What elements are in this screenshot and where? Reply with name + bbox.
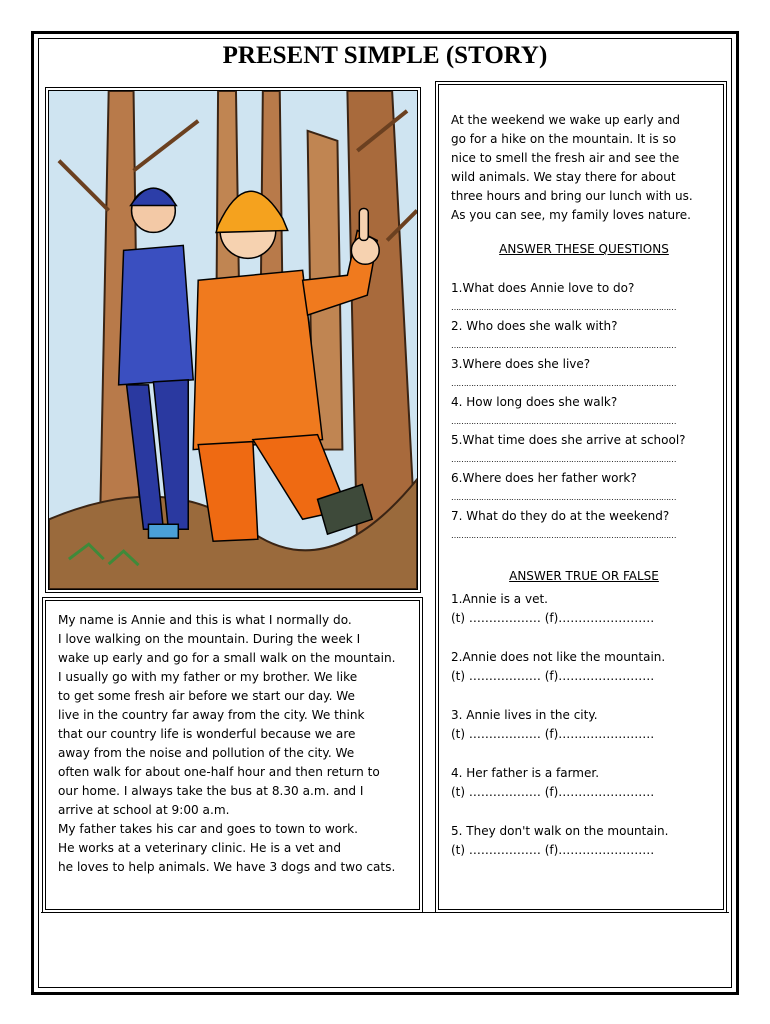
intro-line: nice to smell the fresh air and see the — [451, 151, 680, 165]
story-line: our home. I always take the bus at 8.30 a.m. and I — [58, 784, 364, 798]
story-line: I usually go with my father or my brother. We like — [58, 670, 358, 684]
story-line: he loves to help animals. We have 3 dogs and two cats. — [58, 860, 396, 874]
answer-line[interactable]: ……………………………………………………………………………… — [451, 303, 676, 312]
question-7: 7. What do they do at the weekend? — [451, 509, 670, 523]
answer-line[interactable]: ……………………………………………………………………………… — [451, 531, 676, 540]
question-6: 6.Where does her father work? — [451, 471, 637, 485]
question-4: 4. How long does she walk? — [451, 395, 618, 409]
story-box — [45, 600, 420, 910]
intro-line: wild animals. We stay there for about — [451, 170, 676, 184]
story-line: that our country life is wonderful because we are — [58, 727, 356, 741]
story-line: He works at a veterinary clinic. He is a vet and — [58, 841, 342, 855]
intro-line: At the weekend we wake up early and — [451, 113, 680, 127]
tf-answer-2[interactable]: (t) ……………… (f)…………………… — [451, 669, 655, 683]
questions-box — [438, 84, 724, 910]
tf-answer-3[interactable]: (t) ……………… (f)…………………… — [451, 727, 655, 741]
answer-line[interactable]: ……………………………………………………………………………… — [451, 417, 676, 426]
tf-item-2: 2.Annie does not like the mountain. — [451, 650, 666, 664]
intro-line: As you can see, my family loves nature. — [451, 208, 691, 222]
tf-answer-4[interactable]: (t) ……………… (f)…………………… — [451, 785, 655, 799]
story-line: arrive at school at 9:00 a.m. — [58, 803, 230, 817]
question-3: 3.Where does she live? — [451, 357, 591, 371]
question-2: 2. Who does she walk with? — [451, 319, 618, 333]
story-line: My father takes his car and goes to town to work. — [58, 822, 359, 836]
intro-line: go for a hike on the mountain. It is so — [451, 132, 677, 146]
story-line: live in the country far away from the city. We think — [58, 708, 365, 722]
tf-item-4: 4. Her father is a farmer. — [451, 766, 600, 780]
answer-line[interactable]: ……………………………………………………………………………… — [451, 455, 676, 464]
answer-line[interactable]: ……………………………………………………………………………… — [451, 493, 676, 502]
answer-line[interactable]: ……………………………………………………………………………… — [451, 379, 676, 388]
intro-line: three hours and bring our lunch with us. — [451, 189, 693, 203]
page-title: PRESENT SIMPLE (STORY) — [222, 42, 548, 69]
tf-item-3: 3. Annie lives in the city. — [451, 708, 598, 722]
illustration-box — [48, 90, 418, 590]
story-line: to get some fresh air before we start our day. We — [58, 689, 355, 703]
bottom-blank-area — [41, 912, 729, 985]
tf-item-1: 1.Annie is a vet. — [451, 592, 548, 606]
tf-answer-1[interactable]: (t) ……………… (f)…………………… — [451, 611, 655, 625]
story-line: often walk for about one-half hour and then return to — [58, 765, 380, 779]
hikers-in-forest-illustration — [49, 91, 417, 589]
question-1: 1.What does Annie love to do? — [451, 281, 635, 295]
story-line: I love walking on the mountain. During the week I — [58, 632, 361, 646]
tf-answer-5[interactable]: (t) ……………… (f)…………………… — [451, 843, 655, 857]
story-line: My name is Annie and this is what I normally do. — [58, 613, 352, 627]
questions-heading: ANSWER THESE QUESTIONS — [499, 242, 669, 256]
answer-line[interactable]: ……………………………………………………………………………… — [451, 341, 676, 350]
story-line: away from the noise and pollution of the city. We — [58, 746, 355, 760]
true-false-heading: ANSWER TRUE OR FALSE — [509, 569, 659, 583]
tf-item-5: 5. They don't walk on the mountain. — [451, 824, 669, 838]
story-line: wake up early and go for a small walk on the mountain. — [58, 651, 396, 665]
question-5: 5.What time does she arrive at school? — [451, 433, 686, 447]
